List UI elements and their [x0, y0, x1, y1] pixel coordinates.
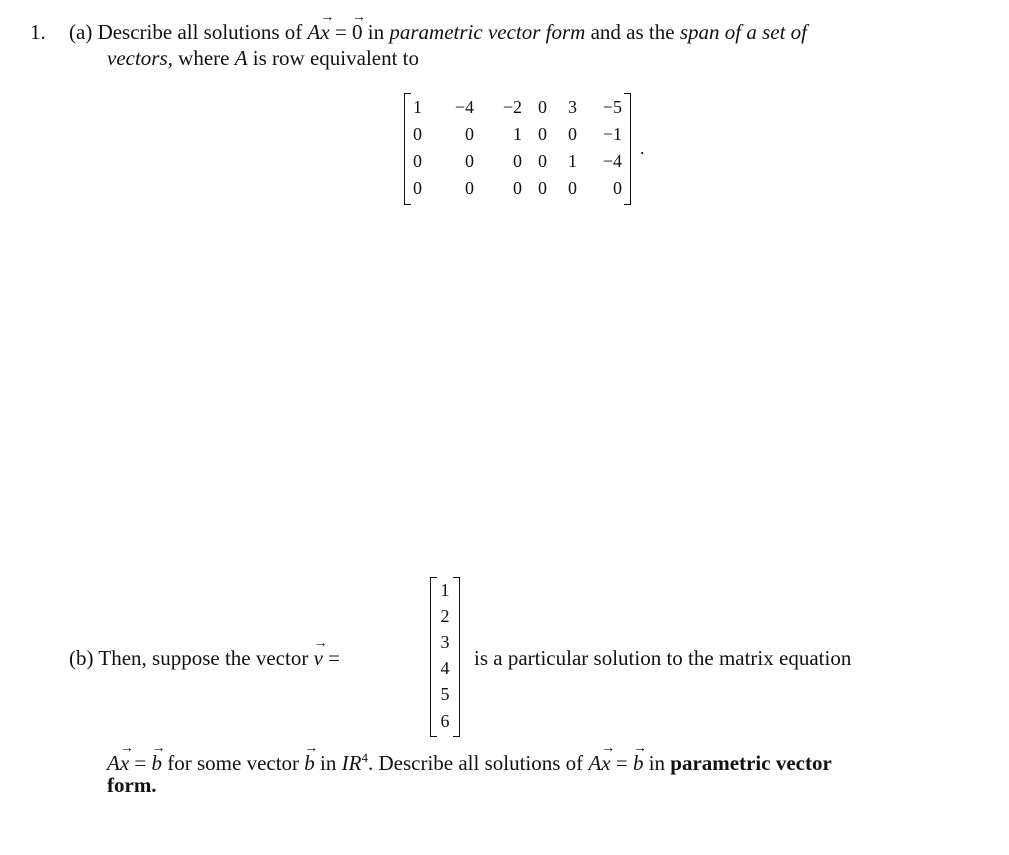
zero-vector: → 0 — [352, 19, 363, 45]
part-b-line-1-left — [69, 645, 340, 671]
equals-sign-b: = — [328, 646, 340, 670]
part-a-label: (a) — [69, 20, 93, 44]
equals-sign-b3: = — [615, 751, 628, 775]
describe-text: . Describe all solutions of — [367, 751, 584, 775]
matrix-cell: 0 — [538, 97, 547, 117]
matrix-cell: 0 — [413, 151, 422, 171]
matrix-cell: 3 — [568, 97, 577, 117]
part-b-line-3: form. — [107, 773, 157, 797]
matrix-cell: 0 — [538, 178, 547, 198]
symbol-v-vector: → v — [314, 645, 323, 671]
matrix-cell: −4 — [454, 97, 474, 117]
matrix-cell: 0 — [513, 178, 522, 198]
matrix-cell: −2 — [502, 97, 522, 117]
part-a-line-1 — [69, 19, 807, 45]
matrix-cell: 0 — [465, 124, 474, 144]
vector-entry: 5 — [440, 684, 450, 704]
symbol-A-2: A — [234, 46, 248, 70]
symbol-b-vector: → b — [152, 750, 163, 776]
matrix-right-bracket — [624, 93, 631, 205]
for-some-vector: for some vector — [167, 751, 300, 775]
symbol-x-vector-b: → x — [120, 750, 129, 776]
equals-sign: = — [334, 20, 347, 44]
matrix-cell: 0 — [465, 151, 474, 171]
row-reduced-matrix — [404, 93, 631, 205]
vector-entry: 4 — [440, 658, 450, 678]
matrix-cell: 0 — [465, 178, 474, 198]
part-a-prefix: Describe all solutions of — [97, 20, 303, 44]
in-word: in — [320, 751, 337, 775]
vector-entry: 2 — [440, 606, 450, 626]
and-as-the: and as the — [590, 20, 675, 44]
pvf-phrase: parametric vector form — [389, 20, 586, 44]
particular-solution-vector — [430, 577, 460, 737]
problem-number: 1. — [30, 20, 46, 44]
matrix-cell: 0 — [513, 151, 522, 171]
matrix-left-bracket — [404, 93, 411, 205]
equals-sign-b2: = — [134, 751, 147, 775]
where-word: where — [178, 46, 230, 70]
matrix-period: . — [640, 138, 645, 158]
row-equivalent-text: is row equivalent to — [252, 46, 420, 70]
part-b-intro: Then, suppose the vector — [98, 646, 309, 670]
matrix-cell: −5 — [602, 97, 622, 117]
exponent: 4 — [361, 750, 368, 765]
part-b-label: (b) — [69, 646, 94, 670]
matrix-cell: 0 — [613, 178, 622, 198]
part-a-line-2 — [107, 45, 419, 71]
matrix-cell: −4 — [602, 151, 622, 171]
symbol-b-vector-2: → b — [304, 750, 315, 776]
vectors-word: vectors, — [107, 46, 173, 70]
part-b-line-2 — [107, 745, 832, 776]
symbol-A-b: A — [107, 751, 120, 775]
matrix-cell: 0 — [568, 178, 577, 198]
symbol-A: A — [307, 20, 321, 44]
matrix-cell: 1 — [513, 124, 522, 144]
in-word-2: in — [648, 751, 666, 775]
matrix-cell: −1 — [602, 124, 622, 144]
vector-entry: 1 — [440, 580, 450, 600]
span-phrase: span of a set of — [679, 20, 807, 44]
part-b-line-1-right: is a particular solution to the matrix equation — [474, 646, 852, 670]
real-space-symbol: IR — [341, 751, 362, 775]
symbol-A-b2: A — [588, 751, 602, 775]
pvf-bold: parametric vector — [670, 751, 832, 775]
matrix-cell: 0 — [538, 151, 547, 171]
vector-entry: 3 — [440, 632, 450, 652]
symbol-x-vector: → x — [320, 19, 329, 45]
matrix-cell: 0 — [413, 178, 422, 198]
matrix-cell: 0 — [568, 124, 577, 144]
matrix-cell: 0 — [538, 124, 547, 144]
in-text: in — [367, 20, 385, 44]
matrix-cell: 0 — [413, 124, 422, 144]
symbol-b-vector-3: → b — [633, 750, 644, 776]
symbol-x-vector-b2: → x — [601, 750, 610, 776]
matrix-cell: 1 — [568, 151, 577, 171]
matrix-cell: 1 — [413, 97, 422, 117]
vector-entry: 6 — [440, 711, 450, 731]
